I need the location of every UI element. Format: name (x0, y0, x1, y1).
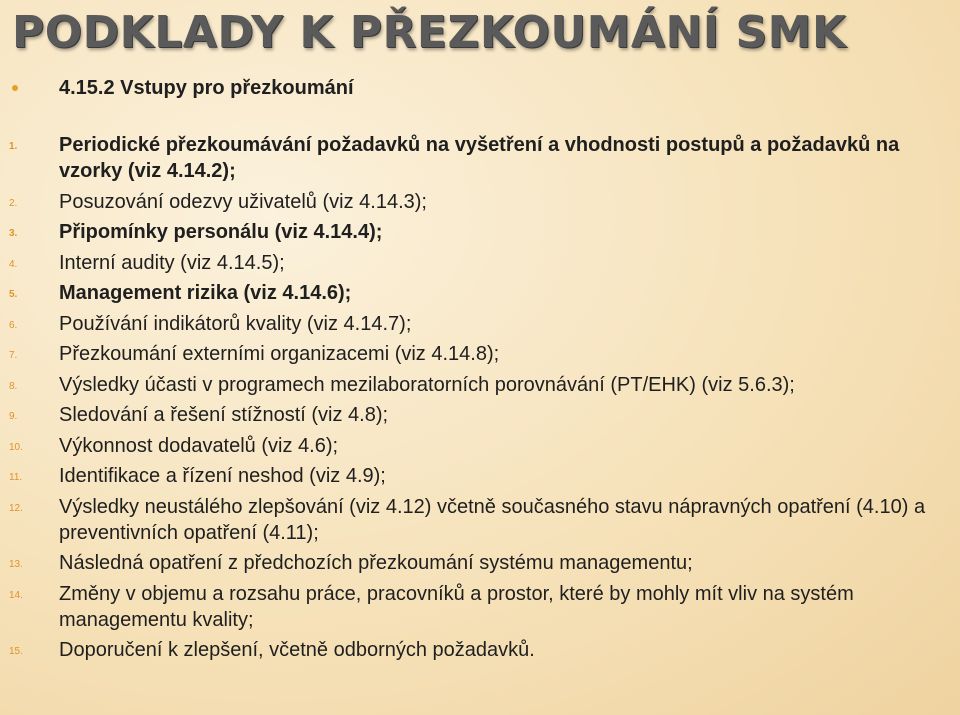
slide-title: PODKLADY K PŘEZKOUMÁNÍ SMK (12, 7, 847, 58)
list-item (0, 189, 960, 215)
list-item (0, 463, 960, 489)
list-item (0, 550, 960, 576)
list-item-text: Následná opatření z předchozích přezkoumání systému managementu; (59, 552, 693, 574)
list-item-number: 13. (9, 559, 23, 570)
list-item (0, 581, 960, 633)
list-item-text: Změny v objemu a rozsahu práce, pracovníků a prostor, které by mohly mít vliv na systém managementu kvality; (59, 582, 854, 631)
list-item (0, 311, 960, 337)
list-item-number: 2. (9, 197, 18, 209)
list-item-number: 9. (9, 411, 18, 422)
list-item-number: 7. (9, 350, 18, 361)
list-item (0, 341, 960, 367)
list-item-text: Používání indikátorů kvality (viz 4.14.7); (59, 312, 412, 335)
list-item-number: 14. (9, 589, 23, 601)
list-item-number: 6. (9, 319, 18, 331)
list-item-number: 5. (9, 289, 18, 300)
list-item (0, 433, 960, 459)
list-item-number: 3. (9, 228, 18, 239)
list-item (0, 372, 960, 398)
list-item-text: Posuzování odezvy uživatelů (viz 4.14.3); (59, 190, 427, 213)
list-item-number: 11. (9, 472, 23, 483)
list-item-text: Periodické přezkoumávání požadavků na vyšetření a vhodnosti postupů a požadavků na vzorky (viz 4.14.2); (59, 134, 900, 182)
list-item-number: 10. (9, 441, 23, 453)
list-item-text: Přezkoumání externími organizacemi (viz 4.14.8); (59, 343, 500, 365)
bullet-icon (12, 85, 18, 91)
numbered-list (0, 132, 960, 668)
list-item-text: Připomínky personálu (viz 4.14.4); (59, 221, 383, 243)
list-item (0, 280, 960, 306)
list-item-text: Identifikace a řízení neshod (viz 4.9); (59, 465, 386, 487)
list-item-number: 12. (9, 502, 23, 514)
list-item (0, 219, 960, 245)
list-item-number: 8. (9, 380, 18, 392)
list-item (0, 637, 960, 663)
list-item-text: Management rizika (viz 4.14.6); (59, 282, 352, 304)
list-item-text: Výsledky neustálého zlepšování (viz 4.12) včetně současného stavu nápravných opatření (4.10) a preventivních opatření (4.11); (59, 495, 926, 544)
list-item (0, 250, 960, 276)
list-item-text: Sledování a řešení stížností (viz 4.8); (59, 404, 389, 426)
list-item (0, 132, 960, 184)
subtitle-row (0, 73, 960, 103)
slide-subtitle: 4.15.2 Vstupy pro přezkoumání (59, 77, 354, 99)
list-item-text: Výkonnost dodavatelů (viz 4.6); (59, 434, 339, 457)
list-item-text: Výsledky účasti v programech mezilaboratorních porovnávání (PT/EHK) (viz 5.6.3); (59, 373, 795, 396)
list-item-number: 1. (9, 141, 18, 152)
list-item-text: Interní audity (viz 4.14.5); (59, 251, 285, 274)
list-item (0, 402, 960, 428)
list-item (0, 494, 960, 546)
list-item-number: 4. (9, 258, 18, 270)
list-item-number: 15. (9, 646, 23, 657)
list-item-text: Doporučení k zlepšení, včetně odborných požadavků. (59, 639, 535, 661)
